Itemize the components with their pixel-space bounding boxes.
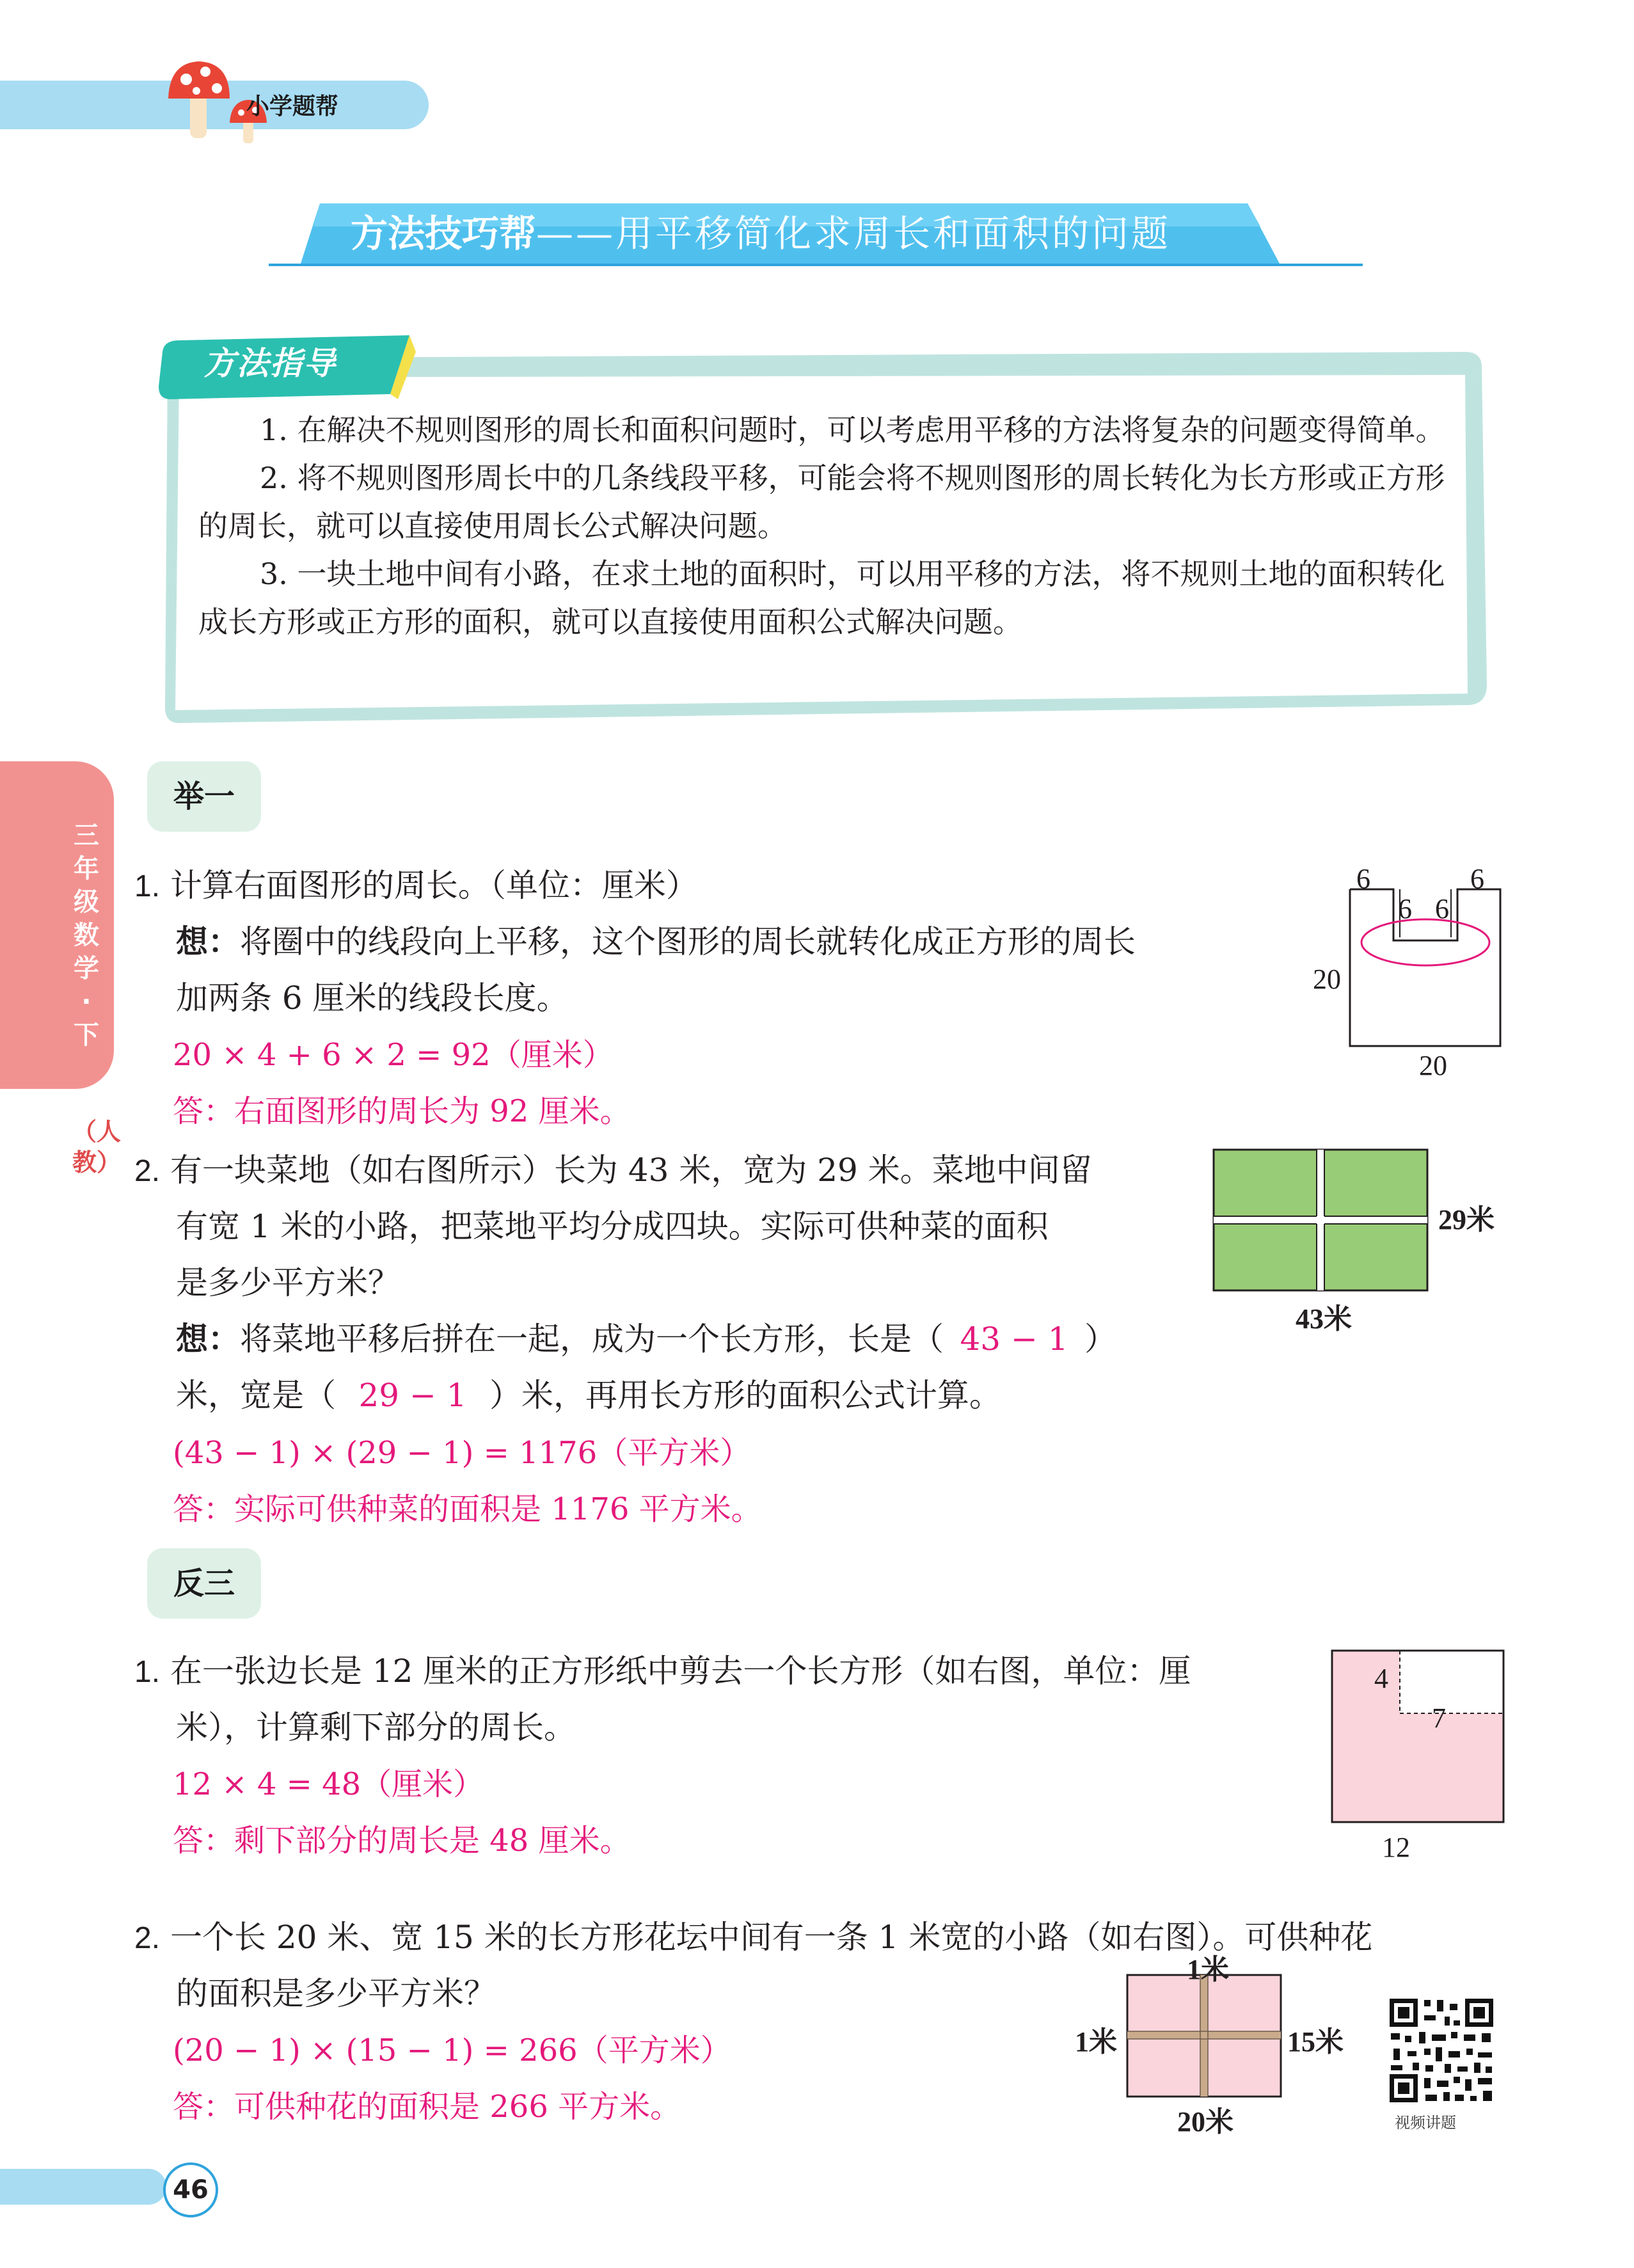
footer-strip bbox=[0, 2169, 166, 2205]
qr-code[interactable] bbox=[1387, 1996, 1496, 2105]
ex3-fig-cut-height: 4 bbox=[1374, 1663, 1388, 1694]
ex3-figure bbox=[1331, 1649, 1510, 1828]
section-tag-2: 反三 bbox=[147, 1548, 261, 1619]
page-title bbox=[351, 210, 1171, 257]
ex2-answer: 答：实际可供种菜的面积是 1176 平方米。 bbox=[173, 1491, 762, 1527]
ex4-calc: (20 − 1) × (15 − 1) = 266（平方米） bbox=[173, 2033, 731, 2068]
ex2-think-text-2: 米，宽是（ bbox=[176, 1377, 336, 1414]
ex2-fill-1: 43 − 1 bbox=[960, 1320, 1068, 1358]
ex1-num: 1. bbox=[134, 869, 161, 903]
ex2-figure bbox=[1212, 1148, 1430, 1296]
ex2-num: 2. bbox=[134, 1154, 161, 1188]
ex2-question-3: 是多少平方米？ bbox=[176, 1264, 400, 1301]
ex3-fig-side: 12 bbox=[1382, 1832, 1410, 1863]
ex3-question-1 bbox=[134, 1643, 1191, 1701]
ex1-figure bbox=[1344, 886, 1510, 1052]
ex2-fig-width: 29米 bbox=[1438, 1204, 1495, 1235]
ex1-question bbox=[134, 857, 698, 915]
method-badge-label: 方法指导 bbox=[203, 345, 337, 382]
ex4-question-2: 的面积是多少平方米？ bbox=[176, 1975, 496, 2012]
side-edition: （人教） bbox=[72, 1118, 122, 1177]
ex1-think-text-1: 将圈中的线段向上平移，这个图形的周长就转化成正方形的周长 bbox=[240, 923, 1136, 960]
ex4-answer: 答：可供种花的面积是 266 平方米。 bbox=[173, 2089, 681, 2125]
ex3-answer: 答：剩下部分的周长是 48 厘米。 bbox=[173, 1823, 631, 1859]
title-underline bbox=[269, 264, 1363, 266]
ex2-think-close-1: ） bbox=[1084, 1320, 1116, 1358]
ex3-question-text-1: 在一张边长是 12 厘米的正方形纸中剪去一个长方形（如右图，单位：厘 bbox=[170, 1653, 1191, 1690]
ex3-question-2: 米），计算剩下部分的周长。 bbox=[176, 1709, 576, 1746]
ex1-fig-bottom: 20 bbox=[1419, 1050, 1447, 1081]
ex4-num: 2. bbox=[134, 1921, 161, 1955]
ex3-fig-cut-width: 7 bbox=[1432, 1702, 1446, 1734]
method-item-1: 1. 在解决不规则图形的周长和面积问题时，可以考虑用平移的方法将复杂的问题变得简单。 bbox=[260, 413, 1445, 447]
side-grade: 三年级数学·下 bbox=[74, 821, 99, 1050]
ex2-fig-length: 43米 bbox=[1296, 1303, 1352, 1335]
ex1-question-text: 计算右面图形的周长。（单位：厘米） bbox=[170, 867, 698, 904]
ex2-think-text-1: 将菜地平移后拼在一起，成为一个长方形，长是（ bbox=[240, 1320, 944, 1358]
method-item-3: 3. 一块土地中间有小路，在求土地的面积时，可以用平移的方法，将不规则土地的面积转化成长方形或正方形的面积，就可以直接使用面积公式解决问题。 bbox=[198, 557, 1445, 639]
ex2-think-2 bbox=[176, 1367, 1001, 1423]
ex2-fill-2: 29 − 1 bbox=[358, 1377, 467, 1414]
ex1-think-1 bbox=[176, 914, 1136, 970]
ex1-answer: 答：右面图形的周长为 92 厘米。 bbox=[173, 1093, 631, 1129]
page-number: 46 bbox=[163, 2162, 218, 2217]
ex4-question-text-1: 一个长 20 米、宽 15 米的长方形花坛中间有一条 1 米宽的小路（如右图）。可供种花 bbox=[170, 1919, 1373, 1956]
ex4-fig-bottom: 20米 bbox=[1177, 2106, 1233, 2137]
ex2-think-label: 想： bbox=[176, 1320, 240, 1358]
method-text bbox=[198, 406, 1452, 646]
ex2-question-2: 有宽 1 米的小路，把菜地平均分成四块。实际可供种菜的面积 bbox=[176, 1208, 1049, 1245]
ex1-think-2: 加两条 6 厘米的线段长度。 bbox=[176, 979, 569, 1017]
ex3-calc: 12 × 4 = 48（厘米） bbox=[173, 1766, 484, 1802]
ex1-fig-side: 20 bbox=[1313, 964, 1341, 995]
ex2-question-text-1: 有一块菜地（如右图所示）长为 43 米，宽为 29 米。菜地中间留 bbox=[170, 1152, 1092, 1189]
qr-caption: 视频讲题 bbox=[1395, 2114, 1456, 2132]
title-main: 方法技巧帮 bbox=[351, 212, 537, 255]
title-sub: ——用平移简化求周长和面积的问题 bbox=[536, 212, 1171, 255]
method-item-2: 2. 将不规则图形周长中的几条线段平移，可能会将不规则图形的周长转化为长方形或正方形的周长，就可以直接使用周长公式解决问题。 bbox=[198, 461, 1445, 543]
ex1-fig-inner-right: 6 bbox=[1435, 893, 1449, 924]
ex1-fig-top-right: 6 bbox=[1470, 863, 1484, 894]
ex4-figure bbox=[1126, 1974, 1286, 2102]
header-label: 小学题帮 bbox=[246, 93, 339, 120]
ex4-fig-right: 15米 bbox=[1287, 2026, 1344, 2058]
ex4-fig-left: 1米 bbox=[1075, 2026, 1117, 2058]
ex1-calc: 20 × 4 + 6 × 2 = 92（厘米） bbox=[173, 1037, 614, 1073]
ex1-think-label: 想： bbox=[176, 923, 240, 960]
ex2-think-text-3: ）米，再用长方形的面积公式计算。 bbox=[489, 1377, 1001, 1414]
ex1-fig-top-left: 6 bbox=[1356, 863, 1370, 894]
ex2-think-1 bbox=[176, 1311, 1116, 1367]
section-tag-1: 举一 bbox=[147, 761, 261, 832]
ex4-fig-top: 1米 bbox=[1187, 1954, 1229, 1985]
ex3-num: 1. bbox=[134, 1655, 161, 1689]
ex2-calc: (43 − 1) × (29 − 1) = 1176（平方米） bbox=[173, 1435, 751, 1471]
ex2-question-1 bbox=[134, 1142, 1092, 1200]
ex1-fig-inner-left: 6 bbox=[1398, 893, 1412, 924]
